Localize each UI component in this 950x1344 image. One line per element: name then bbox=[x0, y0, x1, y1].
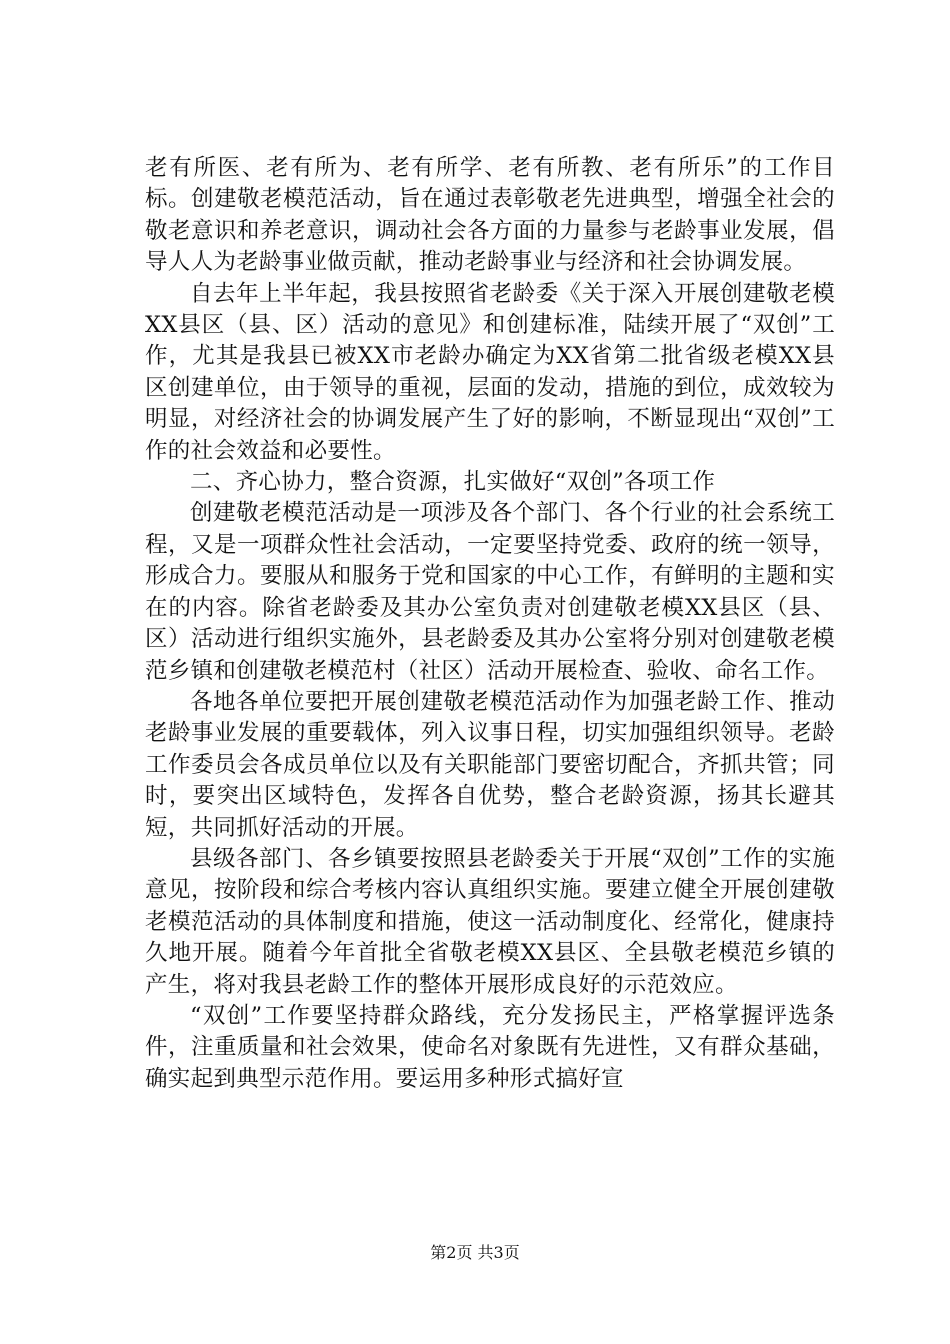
paragraph-5: 县级各部门、各乡镇要按照县老龄委关于开展“双创”工作的实施意见，按阶段和综合考核内容认真组织实施。要建立健全开展创建敬老模范活动的具体制度和措施，使这一活动制度化、经常化，健康持久地开展。随着今年首批全省敬老模XX县区、全县敬老模范乡镇的产生，将对我县老龄工作的整体开展形成良好的示范效应。 bbox=[145, 845, 835, 998]
paragraph-4: 各地各单位要把开展创建敬老模范活动作为加强老龄工作、推动老龄事业发展的重要载体，列入议事日程，切实加强组织领导。老龄工作委员会各成员单位以及有关职能部门要密切配合，齐抓共管；同时，要突出区域特色，发挥各自优势，整合老龄资源，扬其长避其短，共同抓好活动的开展。 bbox=[145, 688, 835, 841]
paragraph-1: 老有所医、老有所为、老有所学、老有所教、老有所乐”的工作目标。创建敬老模范活动，旨在通过表彰敬老先进典型，增强全社会的敬老意识和养老意识，调动社会各方面的力量参与老龄事业发展，倡导人人为老龄事业做贡献，推动老龄事业与经济和社会协调发展。 bbox=[145, 155, 835, 276]
page-footer: 第2页 共3页 bbox=[430, 1243, 520, 1262]
section-heading-2: 二、齐心协力，整合资源，扎实做好“双创”各项工作 bbox=[190, 469, 716, 496]
paragraph-2: 自去年上半年起，我县按照省老龄委《关于深入开展创建敬老模XX县区（县、区）活动的意见》和创建标准，陆续开展了“双创”工作，尤其是我县已被XX市老龄办确定为XX省第二批省级老模XX县区创建单位，由于领导的重视，层面的发动，措施的到位，成效较为明显，对经济社会的协调发展产生了好的影响，不断显现出“双创”工作的社会效益和必要性。 bbox=[145, 280, 835, 464]
document-body bbox=[145, 153, 835, 1095]
paragraph-3: 创建敬老模范活动是一项涉及各个部门、各个行业的社会系统工程，又是一项群众性社会活动，一定要坚持党委、政府的统一领导，形成合力。要服从和服务于党和国家的中心工作，有鲜明的主题和实在的内容。除省老龄委及其办公室负责对创建敬老模XX县区（县、区）活动进行组织实施外，县老龄委及其办公室将分别对创建敬老模范乡镇和创建敬老模范村（社区）活动开展检查、验收、命名工作。 bbox=[145, 500, 835, 684]
paragraph-6: “双创”工作要坚持群众路线，充分发扬民主，严格掌握评选条件，注重质量和社会效果，使命名对象既有先进性，又有群众基础，确实起到典型示范作用。要运用多种形式搞好宣 bbox=[145, 1002, 835, 1092]
